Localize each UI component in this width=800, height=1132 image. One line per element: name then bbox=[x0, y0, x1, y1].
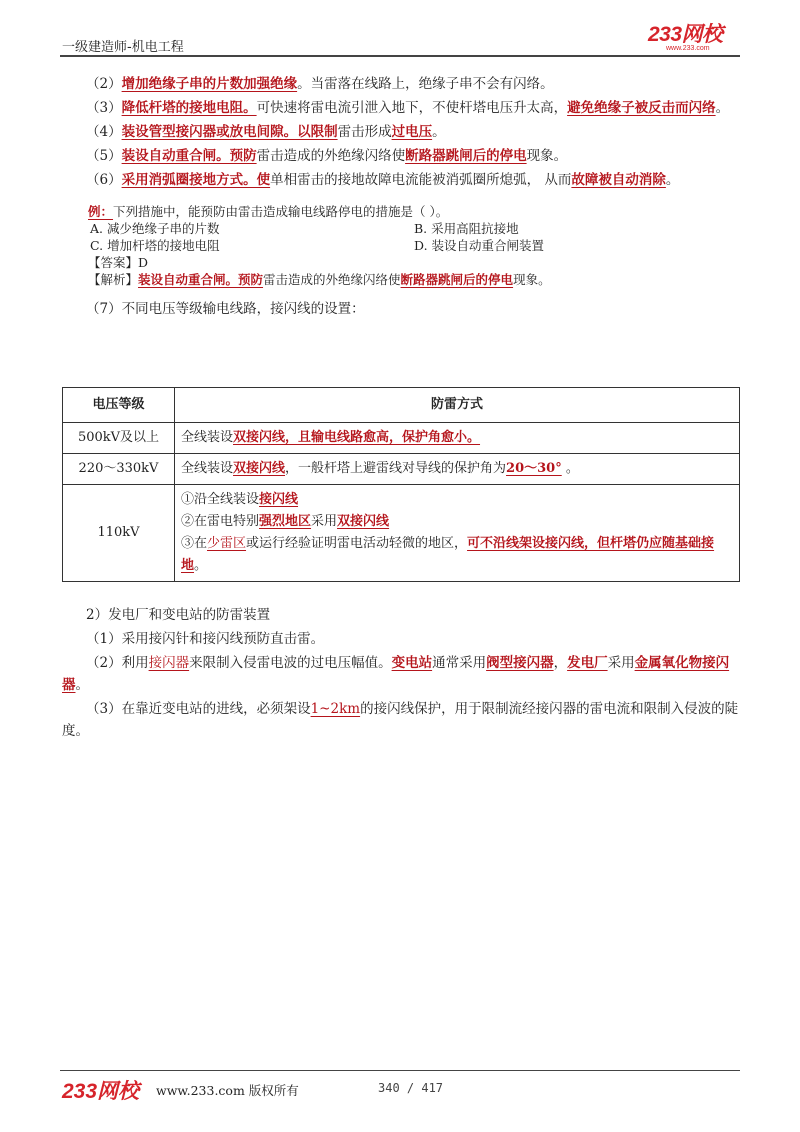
highlight: 装设管型接闪器或放电间隙。以限制 bbox=[121, 124, 338, 140]
item-5: （5）装设自动重合闸。预防雷击造成的外绝缘闪络使断路器跳闸后的停电现象。 bbox=[86, 148, 568, 164]
option-d: D. 装设自动重合闸装置 bbox=[414, 238, 545, 253]
header-title: 一级建造师-机电工程 bbox=[62, 40, 184, 55]
question-line: 例：下列措施中，能预防由雷击造成输电线路停电的措施是（ ）。 bbox=[88, 204, 449, 219]
section-2-p1: （1）采用接闪针和接闪线预防直击雷。 bbox=[86, 631, 325, 647]
section-2-p2: （2）利用接闪器来限制入侵雷电波的过电压幅值。变电站通常采用阀型接闪器，发电厂采用金属氧化物接闪器。 bbox=[62, 655, 730, 693]
highlight: 降低杆塔的接地电阻。 bbox=[121, 100, 257, 116]
item-7: （7）不同电压等级输电线路，接闪线的设置： bbox=[86, 301, 365, 317]
table-header-row bbox=[63, 388, 740, 423]
section-2 bbox=[62, 604, 742, 744]
highlight: 装设自动重合闸。预防 bbox=[121, 148, 257, 164]
highlight: 断路器跳闸后的停电 bbox=[405, 148, 527, 164]
footer-copyright: www.233.com 版权所有 bbox=[156, 1083, 299, 1098]
highlight: 断路器跳闸后的停电 bbox=[400, 272, 514, 287]
footer-divider bbox=[60, 1070, 740, 1071]
logo-url: www.233.com bbox=[666, 45, 710, 52]
option-a: A. 减少绝缘子串的片数 bbox=[90, 221, 220, 236]
item-3: （3）降低杆塔的接地电阻。可快速将雷电流引泄入地下，不使杆塔电压升太高，避免绝缘子被反击而闪络。 bbox=[86, 100, 730, 116]
item-6: （6）采用消弧圈接地方式。使单相雷击的接地故障电流能被消弧圈所熄弧， 从而故障被自动消除。 bbox=[86, 172, 680, 188]
brand-logo bbox=[648, 24, 738, 52]
section-2-title: 2）发电厂和变电站的防雷装置 bbox=[86, 607, 271, 623]
page-number: 340 / 417 bbox=[378, 1081, 444, 1095]
table-row: 110kV ①沿全线装设接闪线 ②在雷电特别强烈地区采用双接闪线 ③在少雷区或运行经验证明雷电活动轻微的地区，可不沿线架设接闪线，但杆塔仍应随基础接地。 bbox=[63, 485, 740, 582]
analysis: 【解析】装设自动重合闸。预防雷击造成的外绝缘闪络使断路器跳闸后的停电现象。 bbox=[88, 272, 551, 287]
header-protection-method: 防雷方式 bbox=[175, 388, 740, 423]
highlight: 过电压 bbox=[391, 124, 433, 140]
highlight: 采用消弧圈接地方式。使 bbox=[121, 172, 271, 188]
option-c: C. 增加杆塔的接地电阻 bbox=[90, 238, 220, 253]
main-content bbox=[62, 73, 742, 322]
item-4: （4）装设管型接闪器或放电间隙。以限制雷击形成过电压。 bbox=[86, 124, 446, 140]
highlight: 故障被自动消除 bbox=[571, 172, 666, 188]
table-row: 220～330kV 全线装设双接闪线，一般杆塔上避雷线对导线的保护角为20～30° 。 bbox=[63, 454, 740, 485]
answer: 【答案】D bbox=[88, 255, 149, 270]
table-row: 500kV及以上 全线装设双接闪线，且输电线路愈高，保护角愈小。 bbox=[63, 423, 740, 454]
options-row-1 bbox=[88, 220, 742, 237]
header-voltage-level: 电压等级 bbox=[63, 388, 175, 423]
highlight: 装设自动重合闸。预防 bbox=[138, 272, 264, 287]
highlight: 避免绝缘子被反击而闪络 bbox=[567, 100, 716, 116]
lightning-protection-table bbox=[62, 387, 740, 582]
options-row-2 bbox=[88, 237, 742, 254]
option-b: B. 采用高阻抗接地 bbox=[414, 221, 519, 236]
example-label: 例： bbox=[88, 204, 114, 219]
item-2: （2）增加绝缘子串的片数加强绝缘。当雷落在线路上，绝缘子串不会有闪络。 bbox=[86, 76, 554, 92]
example-question bbox=[88, 203, 742, 288]
section-2-p3: （3）在靠近变电站的进线，必须架设1~2km的接闪线保护，用于限制流经接闪器的雷电流和限制入侵波的陡度。 bbox=[62, 701, 739, 739]
footer-logo: 233网校 bbox=[62, 1080, 140, 1103]
highlight: 增加绝缘子串的片数加强绝缘 bbox=[121, 76, 298, 92]
logo-text: 233网校 bbox=[648, 23, 723, 46]
header-divider bbox=[60, 55, 740, 57]
